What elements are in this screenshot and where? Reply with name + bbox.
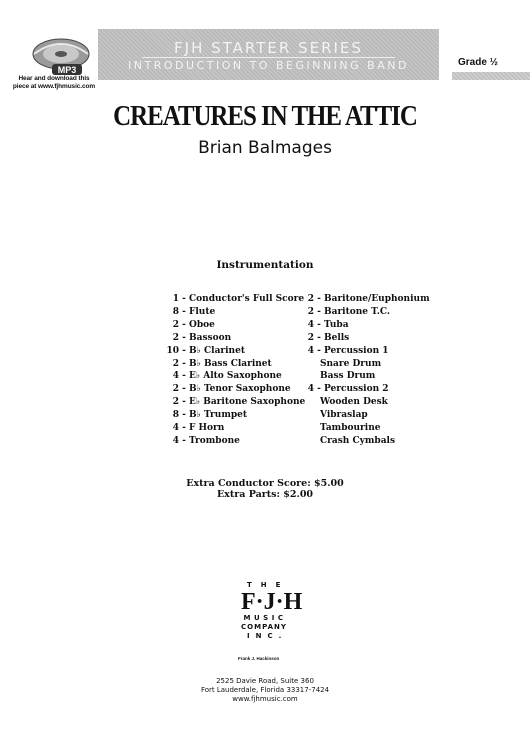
percussion-instrument: Wooden Desk [320,397,388,408]
instrument-row [166,435,305,448]
instrument-list-right [301,293,430,448]
instrument-row [166,370,305,383]
mp3-download-note [4,75,104,91]
mp3-cd-icon [30,32,92,78]
piece-title: CREATURES IN THE ATTIC [113,100,417,132]
fjh-logo [241,581,303,641]
part-quantity: 10 [166,345,179,356]
percussion-instrument: Snare Drum [320,358,382,369]
part-quantity: 2 [172,384,179,395]
publisher-address [0,677,530,704]
part-name: - Bells [314,332,350,343]
percussion-instrument: Bass Drum [320,371,376,382]
logo-music: MUSIC [243,614,287,622]
instrument-row [166,332,305,345]
instrumentation-heading: Instrumentation [216,259,314,271]
part-name: - B♭ Clarinet [179,345,245,356]
part-quantity: 2 [307,294,314,304]
part-quantity: 2 [172,319,179,330]
instrument-row [166,358,305,371]
part-name: - Conductor's Full Score [179,294,305,304]
instrument-row [301,319,430,332]
part-quantity: 4 [172,423,179,434]
instrument-row [301,383,430,396]
instrument-row [166,319,305,332]
logo-company: COMPANY [241,623,287,631]
instrument-row [301,345,430,358]
instrument-row [166,293,305,306]
part-name: - Percussion 1 [314,345,389,356]
part-quantity: 4 [307,319,314,330]
part-quantity: 4 [307,384,314,395]
mp3-note-line-2: piece at www.fjhmusic.com [12,83,96,90]
instrument-row [166,345,305,358]
instrument-row [301,332,430,345]
extra-parts-price: Extra Parts: $2.00 [216,489,314,500]
part-quantity: 1 [172,294,179,304]
part-name: - E♭ Alto Saxophone [179,371,282,382]
series-banner [98,29,439,80]
part-quantity: 8 [172,410,179,421]
part-name: - B♭ Bass Clarinet [179,358,272,369]
logo-fjh: F·J·H [241,589,303,615]
part-quantity: 4 [172,371,179,382]
instrument-row [301,306,430,319]
founder-signature: Frank J. Hackinson [238,656,280,661]
part-name: - Tuba [314,319,349,330]
part-name: - Baritone T.C. [314,306,390,317]
part-name: - B♭ Tenor Saxophone [179,384,291,395]
instrument-row [166,409,305,422]
banner-rule [142,57,395,58]
address-line-1: 2525 Davie Road, Suite 360 [216,677,314,685]
mp3-note-line-1: Hear and download this [18,75,90,82]
percussion-instrument: Tambourine [320,423,381,434]
series-subtitle: INTRODUCTION TO BEGINNING BAND [128,59,409,72]
website-link[interactable]: www.fjhmusic.com [232,695,298,703]
composer-name: Brian Balmages [198,138,332,158]
logo-the: THE [247,581,290,589]
grade-label: Grade ½ [458,57,499,68]
conductor-score-price: Extra Conductor Score: $5.00 [186,478,344,489]
percussion-instrument: Crash Cymbals [320,435,396,446]
part-quantity: 4 [172,435,179,446]
part-quantity: 2 [172,332,179,343]
part-name: - E♭ Baritone Saxophone [179,397,306,408]
logo-inc: INC. [247,632,288,640]
part-name: - Percussion 2 [314,384,389,395]
percussion-instrument: Vibraslap [320,410,368,421]
part-name: - Trombone [179,435,240,446]
series-title: FJH STARTER SERIES [174,39,363,57]
instrument-row [301,293,430,306]
part-name: - Oboe [179,319,215,330]
part-quantity: 8 [172,306,179,317]
part-name: - Bassoon [179,332,232,343]
part-name: - F Horn [179,423,225,434]
address-line-2: Fort Lauderdale, Florida 33317-7424 [200,686,330,694]
instrument-row [166,422,305,435]
part-name: - Baritone/Euphonium [314,294,430,304]
part-quantity: 2 [172,397,179,408]
instrument-row [166,383,305,396]
part-quantity: 4 [307,345,314,356]
part-quantity: 2 [172,358,179,369]
grade-bar [452,72,530,80]
part-name: - B♭ Trumpet [179,410,248,421]
instrument-row [166,396,305,409]
part-quantity: 2 [307,306,314,317]
mp3-badge: MP3 [57,65,77,75]
part-quantity: 2 [307,332,314,343]
instrument-row [166,306,305,319]
instrument-list-left [166,293,305,448]
part-name: - Flute [179,306,216,317]
